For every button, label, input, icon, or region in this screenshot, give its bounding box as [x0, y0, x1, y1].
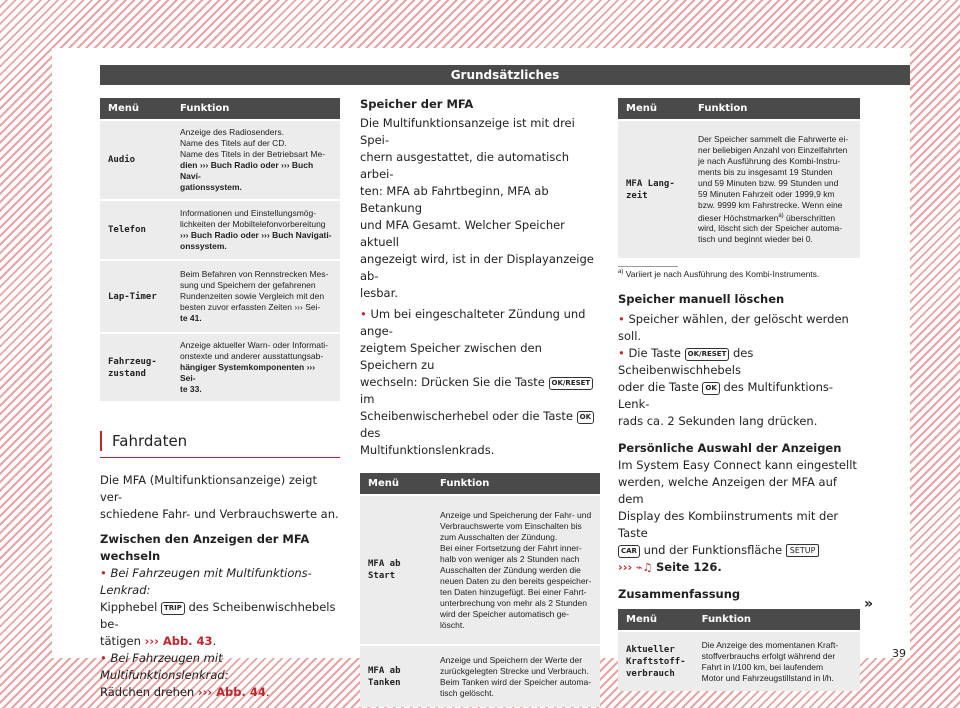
- text-line: werden, welche Anzeigen der MFA auf dem: [618, 475, 837, 506]
- text-line: Im System Easy Connect kann eingestellt: [618, 458, 857, 472]
- bullet-icon: •: [360, 307, 367, 321]
- setup-button: SETUP: [786, 544, 820, 557]
- subheading: Persönliche Auswahl der Anzeigen: [618, 441, 842, 455]
- table-row: [100, 333, 340, 401]
- function-line: Fahrt in l/100 km, bei laufendem: [701, 661, 824, 672]
- function-line: lichkeiten der Mobiltelefonvorbereitung: [180, 219, 326, 229]
- function-line: Beim Tanken wird der Speicher automa-: [440, 676, 592, 687]
- text-line: chern ausgestattet, die automatisch arbei-: [360, 150, 569, 181]
- bullet-italic: Bei Fahrzeugen mit Multifunktionslenkrad:: [100, 651, 229, 682]
- ref-arrow: ›››: [618, 560, 633, 574]
- footnote-ref: a): [778, 212, 784, 219]
- function-line: Ausschalten der Zündung werden die: [440, 564, 581, 575]
- function-line: bzw. 9999 km Fahrstrecke. Wenn eine: [698, 199, 843, 210]
- footnote: [618, 269, 860, 279]
- col-function-header: Funktion: [690, 98, 860, 120]
- menu-table-1: [100, 98, 340, 401]
- text-line: [618, 559, 860, 576]
- ok-reset-key-icon: OK/RESET: [685, 348, 730, 361]
- function-line: stoffverbrauchs erfolgt während der: [701, 650, 836, 661]
- function-line: unterbrechung von mehr als 2 Stunden: [440, 597, 587, 608]
- col-function-header: Funktion: [172, 98, 340, 120]
- function-line: neuen Daten zu den bereits gespeicher-: [440, 575, 592, 586]
- function-line: [698, 211, 852, 224]
- function-line: sung und Speichern der gefahrenen: [180, 280, 316, 290]
- function-line: ner beliebigen Anzahl von Einzelfahrten: [698, 144, 848, 155]
- page-header: Grundsätzliches: [100, 65, 910, 85]
- text-span: wechseln: Drücken Sie die Taste: [360, 375, 545, 389]
- text-span: Kipphebel: [100, 600, 158, 614]
- menu-table-2: [360, 473, 600, 707]
- bullet-icon: •: [618, 312, 625, 326]
- left-column: [100, 98, 340, 701]
- text-line: Die MFA (Multifunktionsanzeige) zeigt ver-: [100, 473, 317, 504]
- table-row: [360, 645, 600, 707]
- col-menu-header: Menü: [618, 609, 694, 631]
- function-line: Der Speicher sammelt die Fahrwerte ei-: [698, 133, 849, 144]
- function-line: und 59 Minuten bzw. 99 Stunden und: [698, 177, 839, 188]
- text-line: lesbar.: [360, 286, 398, 300]
- function-line: ten Daten hinzugefügt. Bei einer Fahrt-: [440, 586, 587, 597]
- text-span: Rädchen drehen: [100, 685, 195, 699]
- text-line: angezeigt wird, ist in der Displayanzeige ab-: [360, 252, 594, 283]
- text-span: des Multifunktions-Lenk-: [618, 380, 834, 411]
- function-line: besten zuvor erfassten Zeiten ››› Sei-: [180, 302, 321, 312]
- function-cell: [172, 120, 340, 200]
- text-span: des: [360, 426, 381, 440]
- function-line: Anzeige aktueller Warn- oder Informati-: [180, 340, 329, 350]
- menu-line: Kraftstoff-: [626, 656, 686, 667]
- section-fahrdaten: [100, 431, 340, 701]
- function-line: halb von weniger als 2 Stunden nach: [440, 553, 580, 564]
- col-menu-header: Menü: [618, 98, 690, 120]
- right-column: [618, 98, 860, 691]
- menu-cell: Lap-Timer: [100, 260, 172, 333]
- ok-key-icon: OK: [577, 411, 594, 424]
- subheading: Speicher manuell löschen: [618, 292, 785, 306]
- menu-cell: [100, 333, 172, 401]
- menu-cell: Telefon: [100, 200, 172, 260]
- function-line: Informationen und Einstellungsmög-: [180, 208, 317, 218]
- function-line: 59 Minuten Fahrzeit oder 1999,9 km: [698, 188, 835, 199]
- intro-text: [100, 472, 340, 523]
- text-line: schiedene Fahr- und Verbrauchswerte an.: [100, 507, 339, 521]
- page: [52, 48, 910, 699]
- text-span: Die Taste: [628, 346, 681, 360]
- function-line: Verbrauchswerte vom Einschalten bis: [440, 520, 582, 531]
- footnote-text: Variiert je nach Ausführung des Kombi-Instruments.: [625, 269, 820, 279]
- menu-line: zeit: [626, 190, 648, 201]
- menu-line: MFA Lang-: [626, 178, 675, 189]
- menu-line: Tanken: [368, 677, 401, 688]
- bullet-item: • Bei Fahrzeugen mit Multifunktions-Lenkrad: Kipphebel TRIP des Scheibenwischhebels be- tätigen ››› Abb. 43.: [100, 566, 336, 648]
- auswahl-text: [618, 457, 860, 576]
- function-line: dien ››› Buch Radio oder ››› Buch Navi-: [180, 160, 314, 181]
- menu-table-4: [618, 609, 860, 691]
- continue-icon: »: [864, 596, 874, 612]
- menu-line: MFA ab: [368, 559, 401, 569]
- text-line: und MFA Gesamt. Welcher Speicher aktuell: [360, 218, 565, 249]
- table-row: [360, 495, 600, 645]
- menu-line: Fahrzeug-: [108, 356, 157, 367]
- function-line: tisch und beginnt wieder bei 0.: [698, 234, 813, 245]
- function-line: te 33.: [180, 384, 202, 394]
- function-cell: [172, 200, 340, 260]
- menu-cell: [360, 495, 432, 645]
- bullet-item: [360, 306, 600, 459]
- menu-line: MFA ab: [368, 665, 401, 676]
- col-function-header: Funktion: [432, 473, 600, 495]
- function-line: Name des Titels in der Betriebsart Me-: [180, 149, 326, 159]
- link-seite-126[interactable]: Seite 126.: [656, 560, 722, 574]
- col-menu-header: Menü: [100, 98, 172, 120]
- text-span: zeigtem Speicher zwischen den Speichern zu: [360, 341, 542, 372]
- text-line: [618, 542, 860, 559]
- subheading: Speicher der MFA: [360, 97, 474, 111]
- function-line: Anzeige und Speicherung der Fahr- und: [440, 509, 592, 520]
- menu-cell: [618, 631, 694, 691]
- function-line: Bei einer Fortsetzung der Fahrt inner-: [440, 542, 582, 553]
- function-line: Name des Titels auf der CD.: [180, 138, 287, 148]
- bullet-icon: •: [100, 651, 107, 665]
- text-span: tätigen: [100, 634, 141, 648]
- subheading: Zwischen den Anzeigen der MFA wechseln: [100, 532, 310, 563]
- bullet-item: • Bei Fahrzeugen mit Multifunktionslenkrad: Rädchen drehen ››› Abb. 44.: [100, 651, 270, 699]
- bullet-item: [618, 311, 860, 345]
- bullet-icon: •: [618, 346, 625, 360]
- text-span: Um bei eingeschalteter Zündung und ange-: [360, 307, 586, 338]
- text-span: und der Funktionsfläche: [643, 543, 783, 557]
- col-function-header: Funktion: [694, 609, 860, 631]
- text-span: des Scheibenwischhebels be-: [100, 600, 336, 631]
- table-row: [618, 631, 860, 691]
- function-line: zum Ausschalten der Zündung.: [440, 531, 558, 542]
- footnote-rule: [618, 266, 678, 267]
- section-title: Fahrdaten: [100, 431, 340, 451]
- menu-line: verbrauch: [626, 668, 675, 679]
- function-line: Die Anzeige des momentanen Kraft-: [701, 639, 839, 650]
- link-abb-43[interactable]: ››› Abb. 43: [144, 634, 213, 648]
- function-line: wird der Speicher automatisch ge-: [440, 608, 569, 619]
- menu-cell: [360, 645, 432, 707]
- bullet-italic: Bei Fahrzeugen mit Multifunktions-Lenkrad:: [100, 566, 312, 597]
- table-row: [100, 260, 340, 333]
- function-line: Anzeige und Speichern der Werte der: [440, 654, 583, 665]
- function-line: onstexte und anderer ausstattungsab-: [180, 351, 324, 361]
- function-cell: [432, 645, 600, 707]
- page-number: 39: [892, 647, 906, 660]
- menu-cell: [618, 120, 690, 258]
- function-cell: [694, 631, 860, 691]
- function-line: wird, löscht sich der Speicher automa-: [698, 223, 843, 234]
- function-line: onssystem.: [180, 241, 227, 251]
- function-cell: [172, 260, 340, 333]
- ok-key-icon: OK: [702, 382, 719, 395]
- function-line: Anzeige des Radiosenders.: [180, 127, 284, 137]
- menu-line: Aktueller: [626, 644, 675, 655]
- table-row: [100, 120, 340, 200]
- text-line: Display des Kombiinstruments mit der Taste: [618, 509, 839, 540]
- function-line: Rundenzeiten sowie Vergleich mit den: [180, 291, 325, 301]
- bullet-item: [618, 345, 860, 430]
- footnote-mark: a): [618, 269, 624, 276]
- text-span: Speicher wählen, der gelöscht werden soll.: [618, 312, 849, 343]
- trip-key-icon: TRIP: [161, 602, 185, 615]
- text-line: ten: MFA ab Fahrtbeginn, MFA ab Betankung: [360, 184, 549, 215]
- function-line: zurückgelegten Strecke und Verbrauch.: [440, 665, 589, 676]
- bullet-icon: •: [100, 566, 107, 580]
- link-abb-44[interactable]: ››› Abb. 44: [197, 685, 266, 699]
- subheading: Zusammenfassung: [618, 587, 741, 601]
- function-line: gationssystem.: [180, 182, 242, 192]
- function-cell: [172, 333, 340, 401]
- speicher-text: [360, 115, 600, 302]
- function-line: te 41.: [180, 313, 202, 323]
- function-line: löscht.: [440, 619, 465, 630]
- function-line: Beim Befahren von Rennstrecken Mes-: [180, 269, 329, 279]
- text-line: Die Multifunktionsanzeige ist mit drei Spei-: [360, 116, 575, 147]
- menu-cell: Audio: [100, 120, 172, 200]
- text-span: überschritten: [783, 212, 836, 223]
- function-line: ments bis zu insgesamt 19 Stunden: [698, 166, 833, 177]
- table-row: [100, 200, 340, 260]
- function-line: Motor und Fahrzeugstillstand in l/h.: [701, 672, 834, 683]
- text-span: dieser Höchstmarken: [698, 212, 779, 223]
- section-rule: [100, 431, 340, 458]
- car-key-icon: CAR: [618, 545, 640, 558]
- text-span: rads ca. 2 Sekunden lang drücken.: [618, 414, 818, 428]
- function-line: hängiger Systemkomponenten ››› Sei-: [180, 362, 316, 383]
- function-line: ››› Buch Radio oder ››› Buch Navigati-: [180, 230, 332, 240]
- text-span: Multifunktionslenkrads.: [360, 443, 495, 457]
- radio-icon: ⌁♫: [635, 561, 653, 574]
- menu-table-3: [618, 98, 860, 258]
- function-cell: [690, 120, 860, 258]
- function-line: tisch gelöscht.: [440, 687, 494, 698]
- function-line: je nach Ausführung des Kombi-Instru-: [698, 155, 841, 166]
- text-span: Scheibenwischerhebel oder die Taste: [360, 409, 574, 423]
- menu-line: zustand: [108, 368, 146, 379]
- text-span: oder die Taste: [618, 380, 699, 394]
- menu-line: Start: [368, 571, 396, 581]
- function-cell: [432, 495, 600, 645]
- text-span: im: [360, 392, 375, 406]
- table-row: [618, 120, 860, 258]
- col-menu-header: Menü: [360, 473, 432, 495]
- middle-column: [360, 96, 600, 707]
- ok-reset-key-icon: OK/RESET: [549, 377, 594, 390]
- text-span: des Scheibenwischhebels: [618, 346, 754, 377]
